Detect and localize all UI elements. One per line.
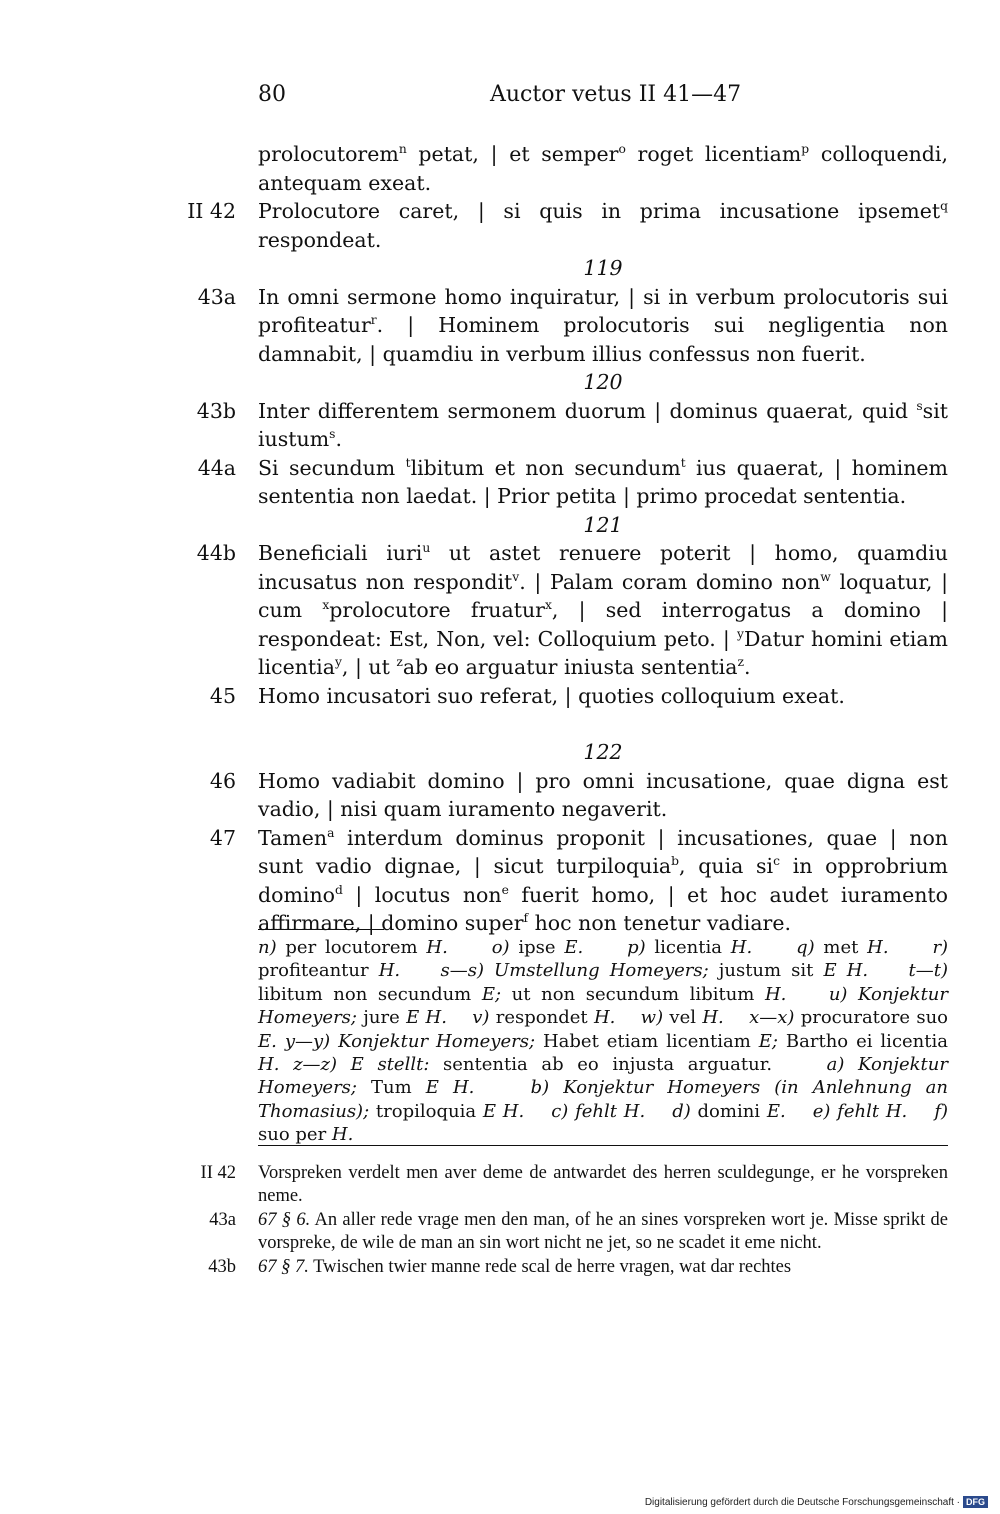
latin-text: [160, 140, 948, 938]
entry-label: 43a: [197, 284, 236, 309]
entry-text: Si secundum $^t$libitum et non secundum$^t$ ius quaerat, | hominem sententia non laedat. | Prior petita | primo procedat sententia.: [258, 455, 948, 508]
entry-label: 43b: [196, 398, 236, 423]
running-head: Auctor vetus II 41—47: [490, 82, 742, 107]
entry-text: Homo incusatori suo referat, | quoties colloquium exeat.: [258, 683, 845, 708]
footnote-divider: [258, 929, 384, 930]
entry-label: II 42: [187, 199, 236, 223]
entry-47: [160, 824, 948, 938]
entry-label: 43b: [208, 1256, 236, 1277]
entry-43a: [160, 283, 948, 369]
section-number-122: 122: [583, 740, 623, 764]
entry-text: Tamen$^a$ interdum dominus proponit | incusationes, quae | non sunt vadio dignae, | sicut turpiloquia$^b$, quia $si^c$ in opprobrium domino$^d$ | locutus non$^e$ fuerit homo, | et hoc audet iuramento affirmare, | domino super$^f$ hoc non tenetur vadiare.: [258, 825, 949, 935]
spacer: [160, 710, 948, 738]
entry-43b: [160, 397, 948, 454]
entry-text: 67 § 7. Twischen twier manne rede scal de herre vragen, wat dar rechtes: [258, 1256, 792, 1277]
entry-label: 43a: [209, 1209, 236, 1230]
entry-46: [160, 767, 948, 824]
entry-text: Inter differentem sermonem duorum | dominus quaerat, quid $^s$sit iustum$^s$.: [258, 398, 948, 451]
digitization-credit: [645, 1496, 988, 1508]
entry-label: 44b: [196, 541, 236, 565]
entry-label: 46: [209, 768, 236, 793]
entry-label: 44a: [197, 455, 236, 480]
entry-text: Homo vadiabit domino | pro omni incusatione, quae digna est vadio, | nisi quam iuramento negaverit.: [258, 768, 948, 821]
entry-41-cont: [160, 140, 948, 197]
entry-44b: [160, 539, 948, 682]
entry-44a: [160, 454, 948, 511]
entry-ii-42: [160, 197, 948, 254]
dfg-logo: DFG: [963, 1496, 988, 1508]
page-header: [258, 82, 948, 112]
footnotes: [258, 936, 948, 1147]
entry-label: II 42: [200, 1163, 236, 1183]
german-entry-43a: [160, 1209, 948, 1256]
page-number: 80: [258, 82, 286, 107]
section-number-120: 120: [583, 370, 623, 394]
footnote-paragraph: n) per locutorem H. o) ipse E. p) licentia H. q) met H. r) profiteantur H. s—s) Umstellung Homeyers; justum sit E H. t—t) libitum non secundum E; ut non secundum libitum H. u) Konjektur Homeyers; jure E H. v) respondet H. w) vel H. x—x) procuratore suo E. y—y) Konjektur Homeyers; Habet etiam licentiam E; Bartho ei licentia H. z—z) E stellt: sententia ab eo injusta arguatur. a) Konjektur Homeyers; Tum E H. b) Konjektur Homeyers (in Anlehnung an Thomasius); tropiloquia E H. c) fehlt H. d) domini E. e) fehlt H. f) suo per H.: [258, 937, 949, 1146]
section-number-119: 119: [583, 256, 623, 280]
section-number-121: 121: [583, 512, 623, 537]
credit-text: Digitalisierung gefördert durch die Deutsche Forschungsgemeinschaft ·: [644, 1497, 960, 1508]
entry-text: Beneficiali iuri$^u$ ut astet renuere poterit | homo, quamdiu incusatus non respondit$^v$. | Palam coram domino non$^w$ loquatur, | cum $^x$prolocutore fruatur$^x$, | sed interrogatus a domino | respondeat: Est, Non, vel: Colloquium peto. | $^y$Datur homini etiam licentia$^y$, | ut $^z$ab eo arguatur iniusta sententia$^z$.: [258, 541, 949, 679]
entry-text: prolocutorem$^n$ petat, | et semper$^o$ roget licentiam$^p$ colloquendi, antequam exeat.: [258, 142, 948, 195]
section-divider: [258, 1145, 948, 1146]
entry-45: [160, 682, 948, 711]
entry-text: In omni sermone homo inquiratur, | si in verbum prolocutoris sui profiteatur$^r$. | Hominem prolocutoris sui negligentia non damnabit, | quamdiu in verbum illius confessus non fuerit.: [258, 284, 948, 366]
entry-text: 67 § 6. An aller rede vrage men den man, of he an sines vorspreken wort je. Misse sprikt de vorspreke, de wile de man an sin wort nicht ne jet, so ne scadet it eme nicht.: [258, 1209, 948, 1254]
german-entry-ii-42: [160, 1162, 948, 1209]
entry-label: 47: [209, 825, 236, 850]
german-text: [160, 1162, 948, 1279]
entry-text: Prolocutore caret, | si quis in prima incusatione ipsemet$^q$ respondeat.: [258, 199, 948, 252]
entry-label: 45: [209, 683, 236, 708]
german-entry-43b: [160, 1256, 948, 1279]
entry-text: Vorspreken verdelt men aver deme de antwardet des herren sculdegunge, er he vorspreken neme.: [258, 1163, 948, 1207]
